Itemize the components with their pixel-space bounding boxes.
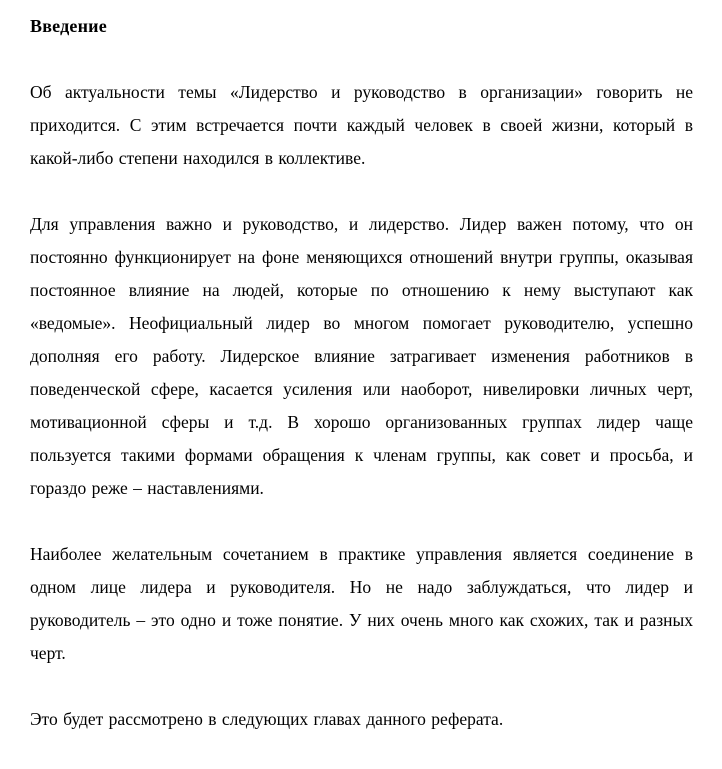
document-heading: Введение (30, 16, 107, 36)
paragraph-intro-relevance: Об актуальности темы «Лидерство и руководство в организации» говорить не приходится. С этим встречается почти каждый человек в своей жизни, который в какой-либо степени находился в коллективе. (30, 82, 693, 168)
paragraph-leader-manager-combination: Наиболее желательным сочетанием в практике управления является соединение в одном лице лидера и руководителя. Но не надо заблуждаться, что лидер и руководитель – это одно и тоже понятие. У них очень много как схожих, так и разных черт. (30, 544, 693, 663)
paragraph-leadership-importance: Для управления важно и руководство, и лидерство. Лидер важен потому, что он постоянно функционирует на фоне меняющихся отношений внутри группы, оказывая постоянное влияние на людей, которые по отношению к нему выступают как «ведомые». Неофициальный лидер во многом помогает руководителю, успешно дополняя его работу. Лидерское влияние затрагивает изменения работников в поведенческой сфере, касается усиления или наоборот, нивелировки личных черт, мотивационной сферы и т.д. В хорошо организованных группах лидер чаще пользуется такими формами обращения к членам группы, как совет и просьба, и гораздо реже – наставлениями. (30, 214, 693, 498)
paragraph-closing-note: Это будет рассмотрено в следующих главах данного реферата. (30, 709, 504, 729)
